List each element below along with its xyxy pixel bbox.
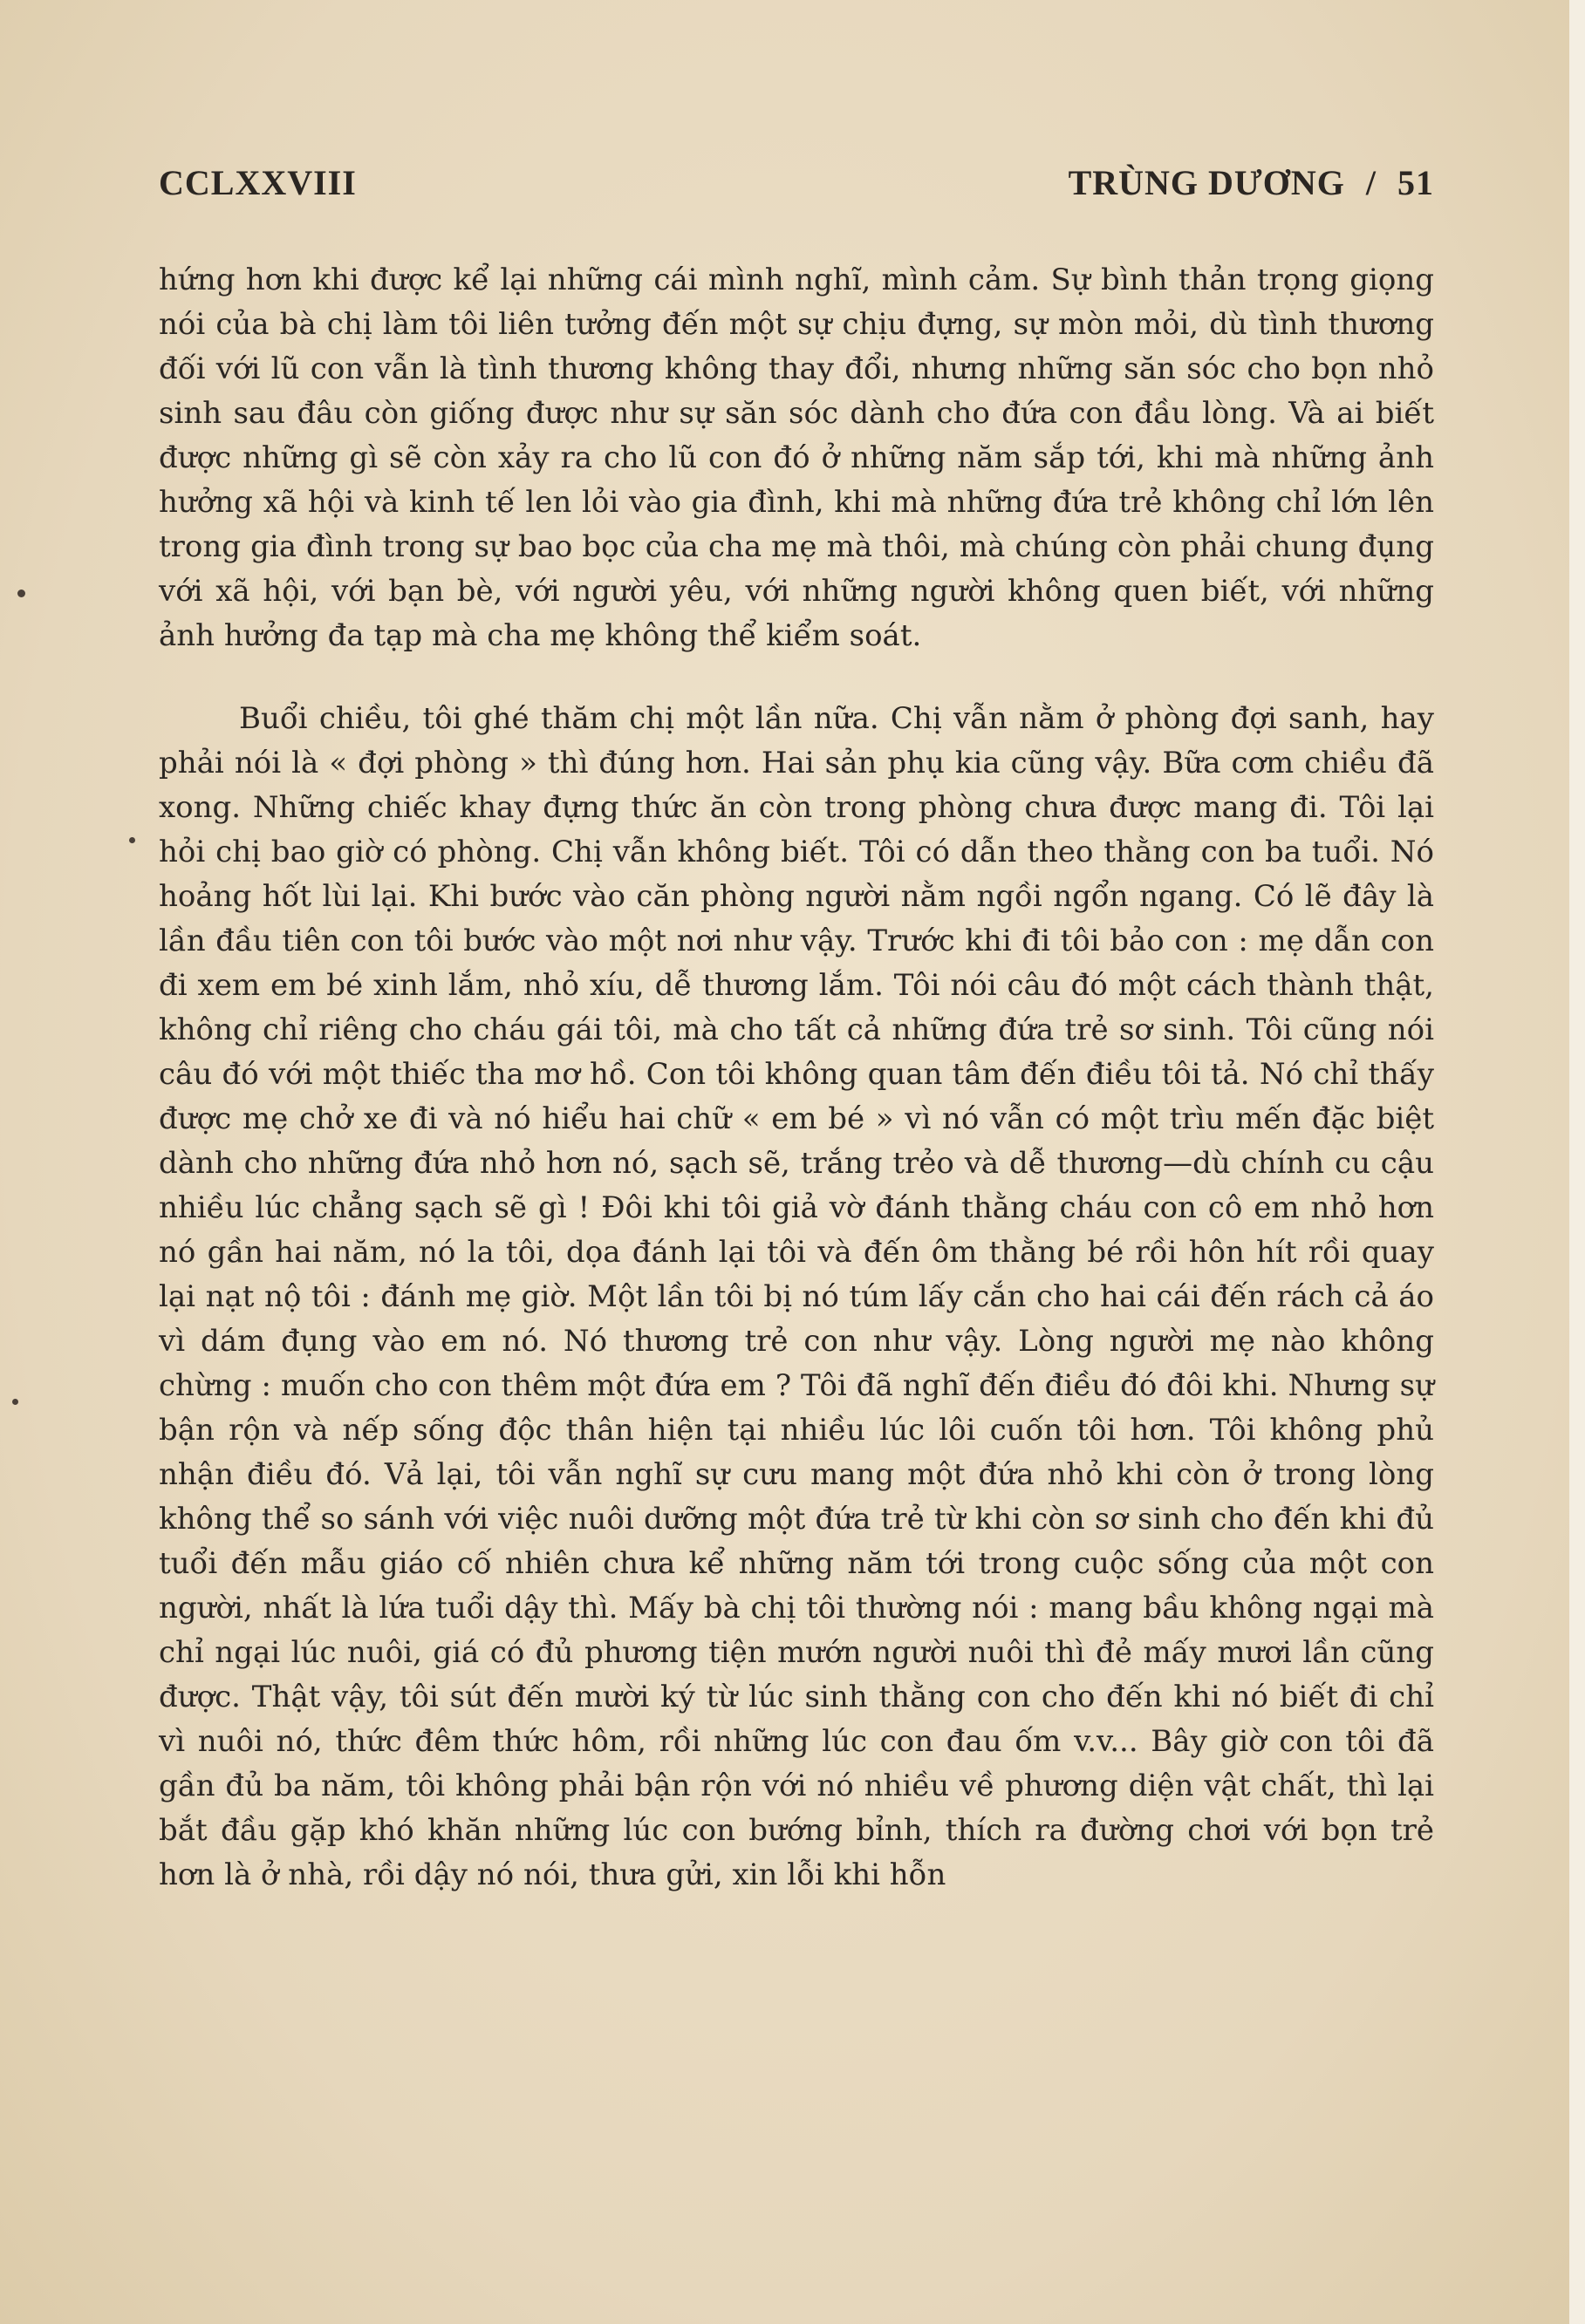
page-header bbox=[159, 162, 1434, 215]
section-numeral: CCLXXVIII bbox=[159, 163, 357, 202]
paragraph-2: Buổi chiều, tôi ghé thăm chị một lần nữa. Chị vẫn nằm ở phòng đợi sanh, hay phải nói là « đợi phòng » thì đúng hơn. Hai sản phụ kia cũng vậy. Bữa cơm chiều đã xong. Những chiếc khay đựng thức ăn còn trong phòng chưa được mang đi. Tôi lại hỏi chị bao giờ có phòng. Chị vẫn không biết. Tôi có dẫn theo thằng con ba tuổi. Nó hoảng hốt lùi lại. Khi bước vào căn phòng người nằm ngồi ngổn ngang. Có lẽ đây là lần đầu tiên con tôi bước vào một nơi như vậy. Trước khi đi tôi bảo con : mẹ dẫn con đi xem em bé xinh lắm, nhỏ xíu, dễ thương lắm. Tôi nói câu đó một cách thành thật, không chỉ riêng cho cháu gái tôi, mà cho tất cả những đứa trẻ sơ sinh. Tôi cũng nói câu đó với một thiếc tha mơ hồ. Con tôi không quan tâm đến điều tôi tả. Nó chỉ thấy được mẹ chở xe đi và nó hiểu hai chữ « em bé » vì nó vẫn có một trìu mến đặc biệt dành cho những đứa nhỏ hơn nó, sạch sẽ, trắng trẻo và dễ thương—dù chính cu cậu nhiều lúc chẳng sạch sẽ gì ! Đôi khi tôi giả vờ đánh thằng cháu con cô em nhỏ hơn nó gần hai năm, nó la tôi, dọa đánh lại tôi và đến ôm thằng bé rồi hôn hít rồi quay lại nạt nộ tôi : đánh mẹ giờ. Một lần tôi bị nó túm lấy cắn cho hai cái đến rách cả áo vì dám đụng vào em nó. Nó thương trẻ con như vậy. Lòng người mẹ nào không chừng : muốn cho con thêm một đứa em ? Tôi đã nghĩ đến điều đó đôi khi. Nhưng sự bận rộn và nếp sống độc thân hiện tại nhiều lúc lôi cuốn tôi hơn. Tôi không phủ nhận điều đó. Vả lại, tôi vẫn nghĩ sự cưu mang một đứa nhỏ khi còn ở trong lòng không thể so sánh với việc nuôi dưỡng một đứa trẻ từ khi còn sơ sinh cho đến khi đủ tuổi đến mẫu giáo cố nhiên chưa kể những năm tới trong cuộc sống của một con người, nhất là lứa tuổi dậy thì. Mấy bà chị tôi thường nói : mang bầu không ngại mà chỉ ngại lúc nuôi, giá có đủ phương tiện mướn người nuôi thì đẻ mấy mươi lần cũng được. Thật vậy, tôi sút đến mười ký từ lúc sinh thằng con cho đến khi nó biết đi chỉ vì nuôi nó, thức đêm thức hôm, rồi những lúc con đau ốm v.v... Bây giờ con tôi đã gần đủ ba năm, tôi không phải bận rộn với nó nhiều về phương diện vật chất, thì lại bắt đầu gặp khó khăn những lúc con bướng bỉnh, thích ra đường chơi với bọn trẻ hơn là ở nhà, rồi dậy nó nói, thưa gửi, xin lỗi khi hỗn bbox=[159, 701, 1434, 1892]
header-separator: / bbox=[1365, 163, 1377, 202]
margin-speck bbox=[12, 1399, 18, 1405]
author-name: TRÙNG DƯƠNG bbox=[1068, 163, 1345, 202]
body-text bbox=[159, 258, 1434, 1898]
margin-speck bbox=[17, 590, 25, 597]
running-head bbox=[1069, 162, 1434, 203]
paragraph-1: hứng hơn khi được kể lại những cái mình nghĩ, mình cảm. Sự bình thản trọng giọng nói của bà chị làm tôi liên tưởng đến một sự chịu đựng, sự mòn mỏi, dù tình thương đối với lũ con vẫn là tình thương không thay đổi, nhưng những săn sóc cho bọn nhỏ sinh sau đâu còn giống được như sự săn sóc dành cho đứa con đầu lòng. Và ai biết được những gì sẽ còn xảy ra cho lũ con đó ở những năm sắp tới, khi mà những ảnh hưởng xã hội và kinh tế len lỏi vào gia đình, khi mà những đứa trẻ không chỉ lớn lên trong gia đình trong sự bao bọc của cha mẹ mà thôi, mà chúng còn phải chung đụng với xã hội, với bạn bè, với người yêu, với những người không quen biết, với những ảnh hưởng đa tạp mà cha mẹ không thể kiểm soát. bbox=[159, 262, 1434, 653]
page-number: 51 bbox=[1397, 163, 1434, 202]
margin-speck bbox=[129, 837, 135, 843]
